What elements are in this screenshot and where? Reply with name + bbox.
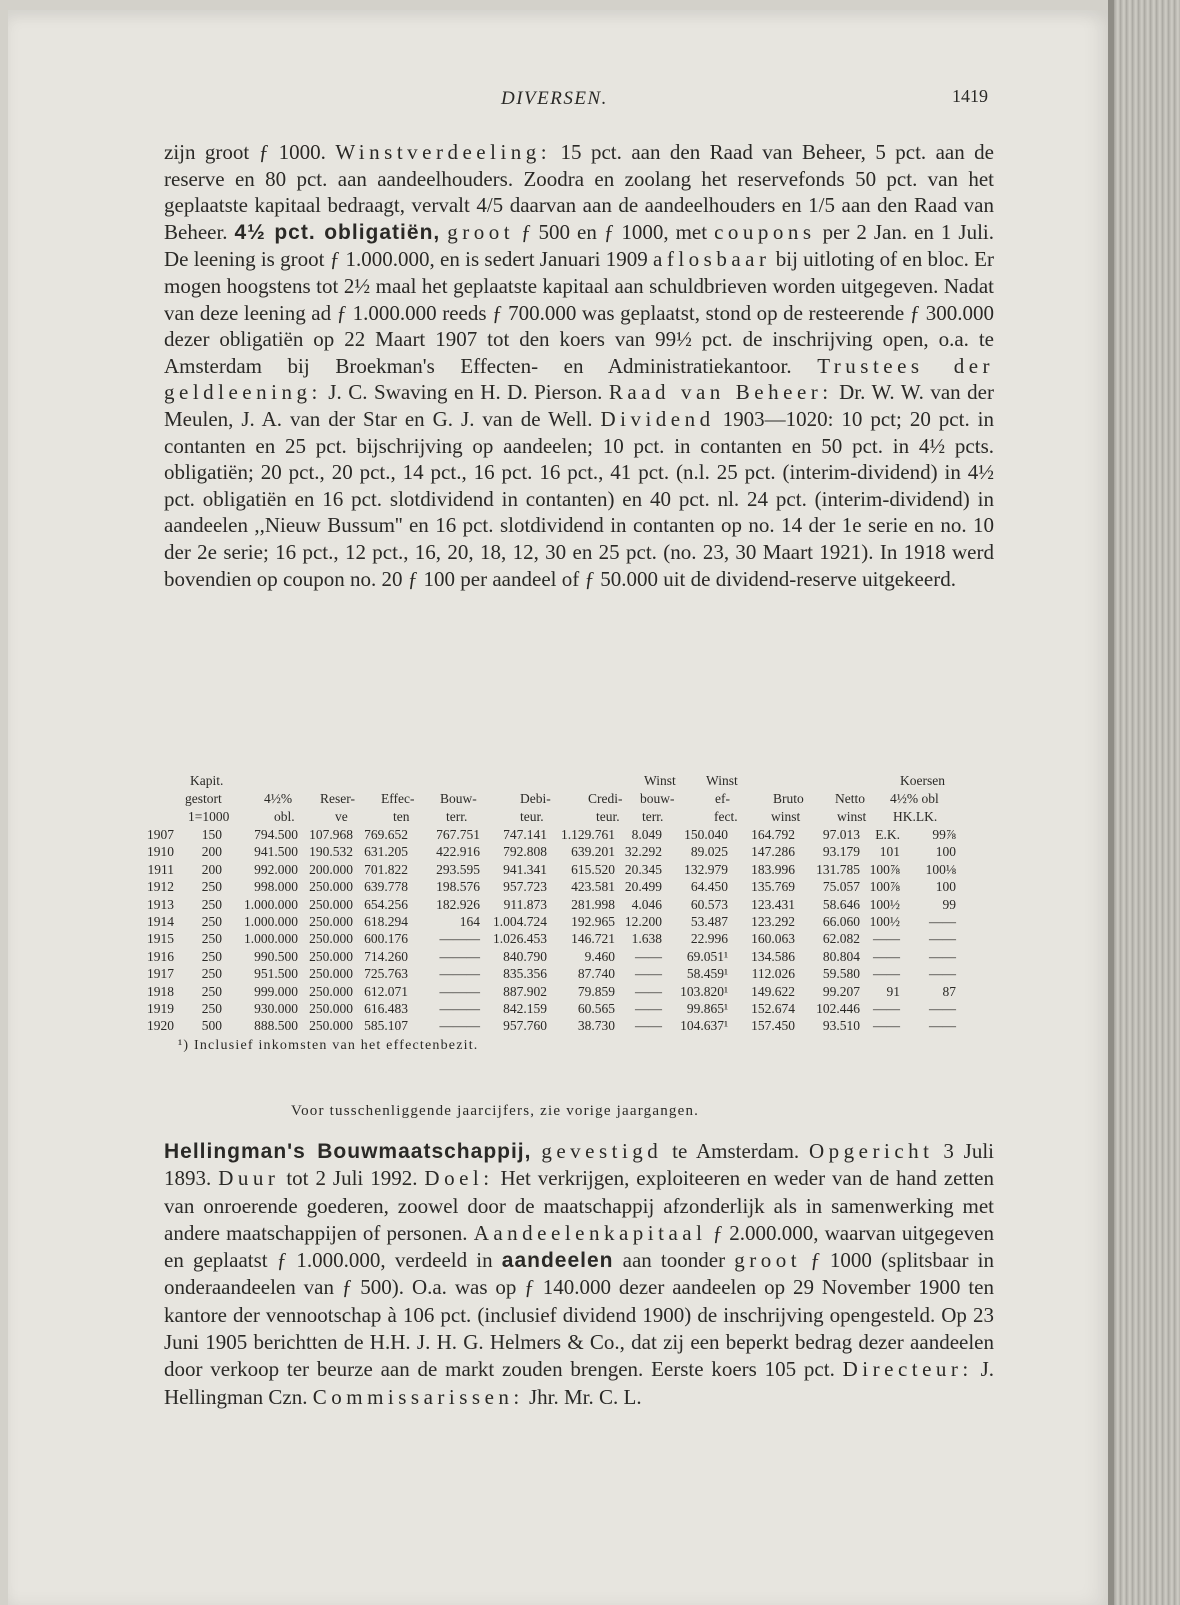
table-cell: 1914 [147, 913, 174, 929]
col-header: 4½% [264, 791, 293, 806]
table-row [148, 1000, 978, 1017]
table-cell: 104.637¹ [680, 1018, 728, 1034]
table-cell: —— [635, 948, 662, 964]
table-cell: 101 [879, 844, 900, 860]
table-cell: 1912 [147, 879, 174, 895]
col-header: teur. [596, 809, 620, 824]
table-cell: 794.500 [254, 827, 298, 842]
table-cell: 631.205 [364, 844, 408, 860]
table-cell: 612.071 [364, 983, 408, 999]
table-row [148, 983, 978, 1000]
table-cell: 183.996 [751, 861, 795, 877]
table-cell: —— [929, 913, 956, 929]
page-number: 1419 [952, 86, 988, 106]
table-cell: —— [873, 1018, 900, 1034]
table-cell: 89.025 [690, 844, 728, 860]
spaced-heading: groot [734, 1248, 802, 1273]
spaced-heading: gevestigd [541, 1139, 663, 1163]
table-cell: 75.057 [822, 879, 860, 895]
col-header: Netto [835, 791, 865, 806]
table-cell: 93.510 [822, 1018, 860, 1034]
table-cell: 38.730 [577, 1018, 615, 1034]
table-cell: 792.808 [503, 844, 547, 860]
table-cell: 957.760 [503, 1018, 547, 1034]
table-cell: 1.000.000 [244, 896, 298, 912]
col-header: Bouw- [440, 791, 477, 806]
col-header: Credi- [588, 791, 623, 806]
running-title: DIVERSEN. [501, 88, 608, 109]
table-body [148, 826, 978, 1035]
col-header: winst [771, 809, 801, 824]
table-cell: 422.916 [436, 844, 480, 860]
table-cell: 87 [942, 983, 956, 999]
col-header: Koersen [900, 773, 945, 788]
table-cell: 58.646 [822, 896, 860, 912]
table-cell: 100⅛ [925, 861, 956, 877]
spaced-heading: coupons [714, 219, 816, 244]
table-cell: 725.763 [364, 966, 408, 982]
col-header: 4½% obl [890, 791, 939, 806]
table-cell: 747.141 [503, 827, 547, 842]
table-cell: 250 [201, 983, 222, 999]
table-cell: —— [635, 983, 662, 999]
table-row [148, 948, 978, 965]
text-run: zijn groot ƒ 1000. [164, 140, 336, 164]
col-header: ve [335, 809, 348, 824]
col-header: terr. [446, 809, 468, 824]
table-cell: 585.107 [364, 1018, 408, 1034]
table-row [148, 913, 978, 930]
col-header: Effec- [381, 791, 415, 806]
table-cell: 1.000.000 [244, 931, 298, 947]
table-cell: ——— [439, 983, 480, 999]
table-cell: 4.046 [631, 896, 662, 912]
table-cell: —— [929, 1000, 956, 1016]
table-cell: E.K. [875, 827, 900, 842]
table-cell: 152.674 [751, 1000, 795, 1016]
table-row [148, 965, 978, 982]
financial-table [148, 772, 978, 1054]
table-cell: ——— [439, 948, 480, 964]
table-cell: 250 [201, 931, 222, 947]
table-cell: 32.292 [624, 844, 662, 860]
table-cell: 250 [201, 879, 222, 895]
page-header [8, 84, 1108, 112]
col-header: teur. [520, 809, 544, 824]
table-cell: 1919 [147, 1000, 174, 1016]
see-previous-note: Voor tusschenliggende jaarcijfers, zie vorige jaargangen. [291, 1103, 700, 1119]
col-header: Bruto [773, 791, 804, 806]
book-page [8, 10, 1108, 1605]
col-header: obl. [274, 809, 295, 824]
col-header: fect. [714, 809, 738, 824]
table-cell: 100⅞ [869, 879, 900, 895]
table-cell: 93.179 [822, 844, 860, 860]
table-cell: ——— [439, 966, 480, 982]
table-row [148, 826, 978, 843]
table-cell: 100⅞ [869, 861, 900, 877]
col-header: HK.LK. [893, 809, 938, 824]
text-run: ƒ 2.000.000, waarvan uitgegeven en geplaatst ƒ 1.000.000, verdeeld in [164, 1220, 994, 1273]
text-run: Jhr. Mr. C. L. [523, 1384, 642, 1409]
table-cell: 250.000 [309, 983, 353, 999]
text-run: J. Hellingman Czn. [164, 1357, 994, 1409]
table-cell: 147.286 [751, 844, 795, 860]
table-cell: 639.201 [571, 844, 615, 860]
table-cell: 100½ [869, 896, 900, 912]
text-run: tot 2 Juli 1992. [279, 1166, 425, 1191]
table-cell: 9.460 [584, 948, 615, 964]
table-cell: 1911 [147, 861, 174, 877]
col-header: bouw- [640, 791, 675, 806]
table-cell: 192.965 [571, 913, 615, 929]
table-cell: 131.785 [816, 861, 860, 877]
spaced-heading: Trustees der geldleening: [164, 353, 995, 405]
table-cell: 769.652 [364, 827, 408, 842]
table-cell: 992.000 [254, 861, 298, 877]
table-cell: 69.051¹ [686, 948, 728, 964]
table-cell: 146.721 [571, 931, 615, 947]
col-header: Debi- [520, 791, 551, 806]
text-run: bij uitloting of en bloc. Er mogen hoogstens tot 2½ maal het geplaatste kapitaal aan schuldbrieven worden uitgegeven. Nadat van deze leening ad ƒ 1.000.000 reeds ƒ 700.000 was geplaatst, stond op de resteerende ƒ 300.000 dezer obligatiën op 22 Maart 1907 tot den koers van 99½ pct. de inschrijving open, o.a. te Amsterdam bij Broekman's Effecten- en Administratiekantoor. [164, 247, 994, 378]
col-header: 1=1000 [188, 809, 230, 824]
table-cell: 250 [201, 966, 222, 982]
table-cell: 100½ [869, 913, 900, 929]
table-cell: 250.000 [309, 931, 353, 947]
table-cell: 135.769 [751, 879, 795, 895]
table-cell: 250.000 [309, 966, 353, 982]
text-run: 1903—1020: 10 pct; 20 pct. in contanten en 25 pct. bijschrijving op aandeelen; 10 pct. in contanten en 50 pct. in 4½ pcts. obligatiën; 20 pct., 20 pct., 14 pct., 16 pct. 16 pct., 41 pct. (n.l. 25 pct. (interim-dividend) in 4½ pct. obligatiën en 16 pct. slotdividend in contanten) en 40 pct. nl. 24 pct. (interim-dividend) in aandeelen ,,Nieuw Bussum'' en 16 pct. slotdividend in contanten op no. 14 der 1e serie en no. 10 der 2e serie; 16 pct., 12 pct., 16, 20, 18, 12, 30 en 25 pct. (no. 23, 30 Maart 1921). In 1918 werd bovendien op coupon no. 20 ƒ 100 per aandeel of ƒ 50.000 uit de dividend-reserve uitgekeerd. [164, 406, 994, 591]
table-cell: 250.000 [309, 896, 353, 912]
table-cell: —— [635, 1000, 662, 1016]
table-cell: 97.013 [822, 827, 860, 842]
text-run: te Amsterdam. [662, 1139, 810, 1163]
table-row [148, 896, 978, 913]
text-run: 15 pct. aan den Raad van Beheer, 5 pct. aan de reserve en 80 pct. aan aandeelhouders. Zoodra en zoolang het reservefonds 50 pct. van het geplaatste kapitaal bedraagt, vervalt 4/5 daarvan aan de aandeelhouders en 1/5 aan den Raad van Beheer. [164, 140, 994, 244]
table-cell: 600.176 [364, 931, 408, 947]
table-cell: 888.500 [254, 1018, 298, 1034]
table-cell: 200.000 [309, 861, 353, 877]
table-cell: ——— [439, 1000, 480, 1016]
table-cell: 200 [201, 861, 222, 877]
bold-heading: 4½ pct. obligatiën, [234, 220, 441, 244]
table-cell: 911.873 [503, 896, 547, 912]
table-cell: 53.487 [690, 913, 728, 929]
table-cell: —— [929, 1018, 956, 1034]
table-cell: 250.000 [309, 913, 353, 929]
table-cell: 701.822 [364, 861, 408, 877]
table-cell: 1.004.724 [493, 913, 547, 929]
table-cell: 123.292 [751, 913, 795, 929]
book-fore-edge [1108, 0, 1180, 1605]
table-cell: 190.532 [309, 844, 353, 860]
table-cell: 91 [886, 983, 900, 999]
table-cell: 615.520 [571, 861, 615, 877]
text-run: per 2 Jan. en 1 Juli. De leening is groot ƒ 1.000.000, en is sedert Januari 1909 [164, 219, 994, 272]
table-cell: 1.129.761 [561, 827, 615, 842]
spaced-heading: Aandeelenkapitaal [473, 1220, 707, 1245]
table-cell: 616.483 [364, 1000, 408, 1016]
col-header: gestort [185, 791, 222, 806]
table-cell: —— [929, 948, 956, 964]
text-run: Het verkrijgen, exploiteeren en weder van de hand zetten van onroerende goederen, zoowel door de maatschappij afzonderlijk als in samenwerking met andere maatschappijen of personen. [164, 1166, 994, 1245]
col-header: Winst [644, 773, 676, 788]
table-cell: 1910 [147, 844, 174, 860]
table-cell: 66.060 [822, 913, 860, 929]
table-cell: 281.998 [571, 896, 615, 912]
table-cell: 835.356 [503, 966, 547, 982]
table-cell: 132.979 [684, 861, 728, 877]
table-cell: 941.500 [254, 844, 298, 860]
table-cell: 250 [201, 896, 222, 912]
table-cell: 250.000 [309, 948, 353, 964]
table-cell: 200 [201, 844, 222, 860]
table-cell: 22.996 [690, 931, 728, 947]
table-cell: 1.000.000 [244, 913, 298, 929]
table-row [148, 843, 978, 860]
table-cell: 99⅞ [932, 827, 956, 842]
table-cell: 500 [201, 1018, 222, 1034]
table-cell: 100 [935, 844, 956, 860]
table-cell: 1920 [147, 1018, 174, 1034]
table-cell: 12.200 [624, 913, 662, 929]
table-cell: 20.499 [624, 879, 662, 895]
col-header: ten [393, 809, 410, 824]
table-cell: 1907 [147, 827, 174, 842]
table-cell: 79.859 [577, 983, 615, 999]
table-cell: —— [929, 966, 956, 982]
col-header: Kapit. [190, 773, 224, 788]
table-cell: 160.063 [751, 931, 795, 947]
table-cell: 99 [942, 896, 956, 912]
text-run [531, 1139, 541, 1163]
table-cell: 250.000 [309, 1018, 353, 1034]
table-cell: 941.341 [503, 861, 547, 877]
company-name: Hellingman's Bouwmaatschappij, [164, 1140, 532, 1163]
text-run: ƒ 1000 (splitsbaar in onderaandeelen van ƒ 500). O.a. was op ƒ 140.000 dezer aandeelen op 29 November 1900 ten kantore der vennootschap à 106 pct. (inclusief dividend 1900) de inschrijving opengesteld. Op 23 Juni 1905 berichtten de H.H. J. H. G. Helmers & Co., dat zij een beperkt bedrag dezer aandeelen door verkoop ter beurze aan de markt zouden brengen. Eerste koers 105 pct. [164, 1248, 995, 1382]
table-row [148, 1017, 978, 1034]
table-cell: 842.159 [503, 1000, 547, 1016]
table-cell: 887.902 [503, 983, 547, 999]
table-cell: 250 [201, 948, 222, 964]
col-header: terr. [642, 809, 664, 824]
table-cell: 99.207 [822, 983, 860, 999]
table-cell: 618.294 [364, 913, 408, 929]
table-cell: 250.000 [309, 1000, 353, 1016]
table-cell: 107.968 [309, 827, 353, 842]
spaced-heading: Dividend [600, 406, 715, 431]
table-cell: 87.740 [577, 966, 615, 982]
table-cell: 639.778 [364, 879, 408, 895]
table-cell: 250.000 [309, 879, 353, 895]
table-cell: 1913 [147, 896, 174, 912]
intro-paragraph [164, 139, 994, 592]
spaced-heading: groot [447, 219, 515, 244]
table-cell: 423.581 [571, 879, 615, 895]
spaced-heading: aflosbaar [653, 247, 771, 272]
col-header: ef- [715, 791, 730, 806]
text-run: ƒ 500 en ƒ 1000, met [514, 219, 715, 244]
table-cell: —— [873, 1000, 900, 1016]
table-cell: 59.580 [822, 966, 860, 982]
table-cell: 149.622 [751, 983, 795, 999]
table-cell: —— [929, 931, 956, 947]
table-cell: 1916 [147, 948, 174, 964]
table-row [148, 861, 978, 878]
spaced-heading: Raad van Beheer: [608, 380, 833, 405]
table-cell: 1915 [147, 931, 174, 947]
table-row [148, 930, 978, 947]
table-cell: 990.500 [254, 948, 298, 964]
table-cell: 123.431 [751, 896, 795, 912]
table-cell: 250 [201, 913, 222, 929]
table-cell: 999.000 [254, 983, 298, 999]
table-cell: 8.049 [631, 827, 662, 842]
table-cell: —— [873, 948, 900, 964]
table-header [148, 772, 978, 826]
text-run: 3 Juli 1893. [164, 1139, 994, 1191]
table-cell: 293.595 [436, 861, 480, 877]
table-footnote: ¹) Inclusief inkomsten van het effectenbezit. [178, 1037, 479, 1053]
table-cell: —— [873, 931, 900, 947]
table-cell: 102.446 [816, 1000, 860, 1016]
table-cell: 58.459¹ [686, 966, 728, 982]
table-cell: 60.573 [690, 896, 728, 912]
table-cell: 182.926 [436, 896, 480, 912]
spaced-heading: Commissarissen: [312, 1384, 524, 1409]
table-cell: 957.723 [503, 879, 547, 895]
table-cell: 767.751 [436, 827, 480, 842]
table-cell: 99.865¹ [686, 1000, 728, 1016]
table-cell: 150 [201, 827, 222, 842]
table-cell: 164 [459, 913, 480, 929]
table-cell: 100 [935, 879, 956, 895]
table-cell: 64.450 [690, 879, 728, 895]
table-cell: 150.040 [684, 827, 728, 842]
table-cell: 951.500 [254, 966, 298, 982]
text-run: J. C. Swaving en H. D. Pierson. [321, 380, 609, 405]
table-cell: —— [873, 966, 900, 982]
table-cell: 1.638 [631, 931, 662, 947]
table-cell: 1918 [147, 983, 174, 999]
table-cell: 157.450 [751, 1018, 795, 1034]
table-cell: 103.820¹ [680, 983, 728, 999]
table-cell: 198.576 [436, 879, 480, 895]
table-cell: 80.804 [822, 948, 860, 964]
company-paragraph [164, 1138, 994, 1411]
table-cell: 134.586 [751, 948, 795, 964]
table-cell: 1917 [147, 966, 174, 982]
spaced-heading: Doel: [424, 1166, 494, 1191]
spaced-heading: Directeur: [842, 1357, 973, 1382]
text-run: aan toonder [613, 1248, 735, 1273]
col-header: winst [837, 809, 867, 824]
table-cell: 654.256 [364, 896, 408, 912]
text-run: Dr. W. W. van der Meulen, J. A. van der Star en G. J. van de Well. [164, 380, 994, 431]
spaced-heading: Winstverdeeling: [335, 140, 552, 164]
table-cell: 250 [201, 1000, 222, 1016]
table-cell: 20.345 [624, 861, 662, 877]
table-cell: ——— [439, 1018, 480, 1034]
table-cell: 112.026 [751, 966, 795, 982]
table-cell: —— [635, 966, 662, 982]
col-header: Reser- [320, 791, 355, 806]
bold-heading: aandeelen [501, 1249, 614, 1273]
col-header: Winst [706, 773, 738, 788]
table-cell: 930.000 [254, 1000, 298, 1016]
table-cell: 840.790 [503, 948, 547, 964]
table-cell: —— [635, 1018, 662, 1034]
table-cell: 998.000 [254, 879, 298, 895]
table-cell: ——— [439, 931, 480, 947]
table-cell: 714.260 [364, 948, 408, 964]
table-cell: 164.792 [751, 827, 795, 842]
table-cell: 1.026.453 [493, 931, 547, 947]
spaced-heading: Duur [218, 1166, 280, 1191]
table-cell: 62.082 [822, 931, 860, 947]
table-row [148, 878, 978, 895]
table-cell: 60.565 [577, 1000, 615, 1016]
spaced-heading: Opgericht [809, 1139, 934, 1163]
